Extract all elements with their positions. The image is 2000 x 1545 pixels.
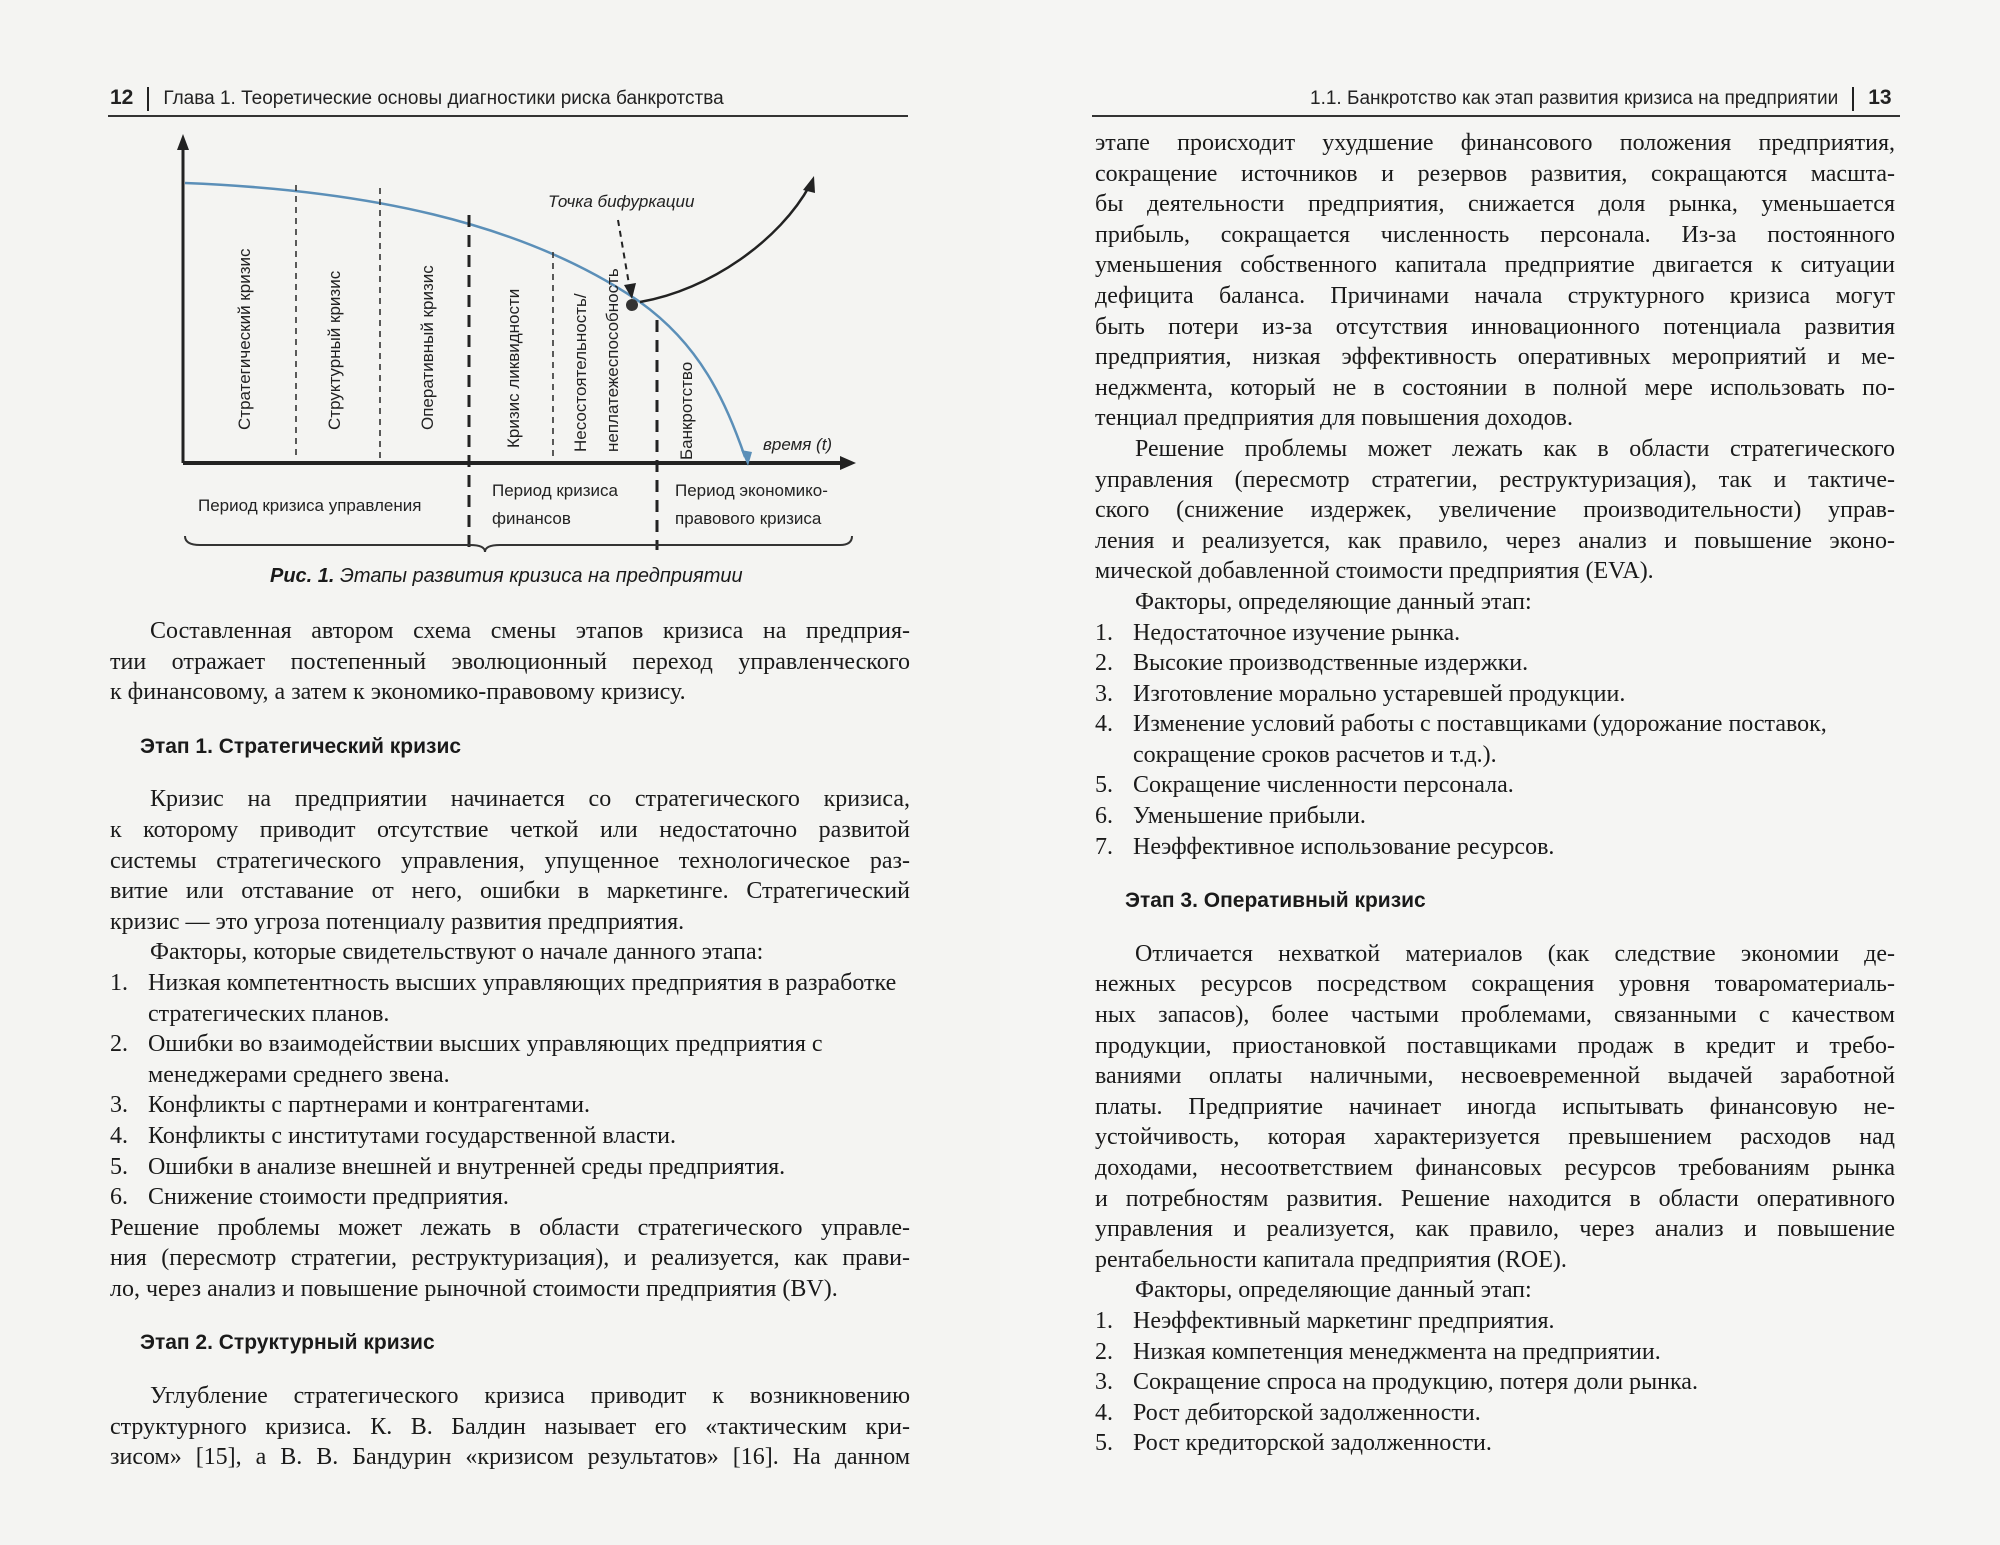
cont-line: тенциал предприятия для повышения доходов. xyxy=(1095,405,1573,432)
stage1-line: к которому приводит отсутствие четкой или недостаточно развитой xyxy=(110,816,910,843)
header-title: 1.1. Банкротство как этап развития кризиса на предприятии xyxy=(1310,88,1839,109)
list-text: Конфликты с партнерами и контрагентами. xyxy=(148,1092,590,1119)
stage3-line: ваниями оплаты наличными, несвоевременной выдачей заработной xyxy=(1095,1063,1895,1090)
list-item xyxy=(1095,648,1895,679)
list-number: 4. xyxy=(1095,1399,1113,1426)
cont-line: этапе происходит ухудшение финансового положения предприятия, xyxy=(1095,130,1895,156)
list-text: Уменьшение прибыли. xyxy=(1133,803,1366,830)
intro-line: Составленная автором схема смены этапов кризиса на предприя- xyxy=(150,618,910,644)
list-number: 5. xyxy=(110,1153,128,1180)
cont-line: бы деятельности предприятия, снижается доля рынка, уменьшается xyxy=(1095,191,1895,218)
list-text: Ошибки в анализе внешней и внутренней среды предприятия. xyxy=(148,1153,786,1180)
stage3-line: доходами, несоответствием финансовых ресурсов требованиям рынка xyxy=(1095,1155,1895,1181)
list-item xyxy=(110,1182,910,1213)
solution-line: ло, через анализ и повышение рыночной стоимости предприятия (BV). xyxy=(110,1275,838,1302)
stage3-line: платы. Предприятие начинает иногда испытывать финансовую не- xyxy=(1095,1093,1895,1120)
period-legal-label-1: Период экономико- xyxy=(675,481,828,500)
list-number: 1. xyxy=(110,969,128,996)
list-text: Рост дебиторской задолженности. xyxy=(1133,1399,1481,1426)
list-item xyxy=(110,1090,910,1121)
list-number: 2. xyxy=(1095,1338,1113,1365)
stage2-line: структурного кризиса. К. В. Балдин называет его «тактическим кри- xyxy=(110,1413,910,1440)
list-item xyxy=(1095,618,1895,649)
stage-label-bankruptcy: Банкротство xyxy=(677,361,696,460)
cont-line: неджмента, который не в состоянии в полной мере использовать по- xyxy=(1095,374,1895,401)
stage1-solution xyxy=(110,1213,910,1305)
list-item xyxy=(1095,832,1895,863)
header-rule xyxy=(1092,115,1900,117)
stage-label-strategic: Стратегический кризис xyxy=(235,248,254,430)
stage2-paragraph xyxy=(110,1381,910,1473)
figure-caption xyxy=(270,565,743,588)
stage3-line: и потребностям развития. Решение находится в области оперативного xyxy=(1095,1185,1895,1212)
solution2-line: ления и реализуется, как правило, через анализ и повышение эконо- xyxy=(1095,527,1895,554)
stage2-line: Углубление стратегического кризиса приводит к возникновению xyxy=(150,1383,910,1410)
caption-label: Рис. 1. xyxy=(270,565,335,587)
solution-line: Решение проблемы может лежать в области стратегического управле- xyxy=(110,1214,910,1241)
list-number: 2. xyxy=(110,1031,128,1058)
bifurcation-label: Точка бифуркации xyxy=(548,192,695,211)
crisis-stages-figure xyxy=(0,0,1000,570)
list-number: 6. xyxy=(110,1184,128,1211)
list-number: 1. xyxy=(1095,1307,1113,1334)
list-item xyxy=(110,1029,910,1090)
stage3-line: ных запасов), более частыми проблемами, связанными с качеством xyxy=(1095,1002,1895,1029)
right-page xyxy=(1000,0,2000,1545)
list-number: 6. xyxy=(1095,803,1113,830)
period-legal-label-2: правового кризиса xyxy=(675,509,822,528)
stage-label-insolvency-2: неплатежеспособность xyxy=(603,268,622,452)
factors2-intro: Факторы, определяющие данный этап: xyxy=(1135,588,1532,615)
period-finance-label-2: финансов xyxy=(492,509,571,528)
stage1-line: системы стратегического управления, упущенное технологическое раз- xyxy=(110,847,910,874)
list-text: Изменение условий работы с поставщиками (удорожание поставок, сокращение сроков расчетов и т.д.). xyxy=(1133,711,1827,768)
solution2-line: мической добавленной стоимости предприятия (EVA). xyxy=(1095,558,1654,585)
list-number: 2. xyxy=(1095,650,1113,677)
list-text: Недостаточное изучение рынка. xyxy=(1133,619,1461,646)
period-finance-label-1: Период кризиса xyxy=(492,481,618,500)
period-management-label: Период кризиса управления xyxy=(198,496,422,515)
solution-line: ния (пересмотр стратегии, реструктуризация), и реализуется, как прави- xyxy=(110,1245,910,1272)
page-number: 12 xyxy=(110,86,134,109)
list-number: 3. xyxy=(1095,680,1113,707)
list-number: 1. xyxy=(1095,619,1113,646)
stage2-factors-list xyxy=(1095,618,1895,863)
solution2-line: ского (снижение издержек, увеличение производительности) управ- xyxy=(1095,497,1895,524)
list-text: Рост кредиторской задолженности. xyxy=(1133,1430,1492,1457)
solution2-line: Решение проблемы может лежать как в области стратегического xyxy=(1135,435,1895,462)
list-text: Высокие производственные издержки. xyxy=(1133,650,1529,677)
cont-line: уменьшения собственного капитала предприятие двигается к ситуации xyxy=(1095,252,1895,279)
list-item xyxy=(1095,1367,1895,1398)
list-number: 5. xyxy=(1095,1430,1113,1457)
list-item xyxy=(1095,1337,1895,1368)
list-item xyxy=(1095,1398,1895,1429)
stage3-line: управления и реализуется, как правило, через анализ и повышение xyxy=(1095,1216,1895,1243)
list-item xyxy=(110,1152,910,1183)
list-number: 7. xyxy=(1095,833,1113,860)
cont-line: сокращение источников и резервов развития, сокращаются масшта- xyxy=(1095,160,1895,187)
list-number: 3. xyxy=(1095,1369,1113,1396)
list-text: Ошибки во взаимодействии высших управляющих предприятия с менеджерами среднего звена. xyxy=(148,1031,823,1088)
stage1-heading: Этап 1. Стратегический кризис xyxy=(140,734,462,758)
list-text: Неэффективное использование ресурсов. xyxy=(1133,833,1555,860)
cont-line: быть потери из-за отсутствия инновационного потенциала развития xyxy=(1095,313,1895,340)
list-item xyxy=(110,968,910,1029)
stage3-line: Отличается нехваткой материалов (как следствие экономии де- xyxy=(1135,940,1895,967)
list-text: Низкая компетентность высших управляющих предприятия в разработке стратегических планов. xyxy=(148,969,897,1027)
cont-line: дефицита баланса. Причинами начала структурного кризиса могут xyxy=(1095,282,1895,309)
list-text: Снижение стоимости предприятия. xyxy=(148,1184,509,1211)
list-item xyxy=(110,1121,910,1152)
list-item xyxy=(1095,1306,1895,1337)
time-axis-label: время (t) xyxy=(763,435,833,454)
list-text: Неэффективный маркетинг предприятия. xyxy=(1133,1307,1555,1334)
solution2-paragraph xyxy=(1095,434,1895,587)
stage1-line: витие или отставание от него, ошибки в маркетинге. Стратегический xyxy=(110,878,910,905)
cont-line: предприятия, низкая эффективность оперативных мероприятий и ме- xyxy=(1095,344,1895,371)
list-number: 5. xyxy=(1095,772,1113,799)
list-item xyxy=(1095,770,1895,801)
list-text: Изготовление морально устаревшей продукции. xyxy=(1133,680,1626,707)
continuation-paragraph xyxy=(1095,128,1895,434)
intro-line: тии отражает постепенный эволюционный переход управленческого xyxy=(110,648,910,675)
stage3-heading: Этап 3. Оперативный кризис xyxy=(1125,889,1426,913)
stage-label-operational: Оперативный кризис xyxy=(418,265,437,430)
stage3-factors-list xyxy=(1095,1306,1895,1459)
header-title: Глава 1. Теоретические основы диагностики риска банкротства xyxy=(163,88,724,109)
list-item xyxy=(1095,801,1895,832)
list-text: Сокращение численности персонала. xyxy=(1133,772,1514,799)
factors3-intro: Факторы, определяющие данный этап: xyxy=(1135,1277,1532,1304)
stage3-paragraph xyxy=(1095,939,1895,1276)
page-number: 13 xyxy=(1868,86,1892,109)
stage-label-liquidity: Кризис ликвидности xyxy=(504,288,523,448)
list-item xyxy=(1095,709,1895,770)
stage2-heading: Этап 2. Структурный кризис xyxy=(140,1331,435,1355)
right-text-column xyxy=(1095,128,1895,1459)
list-number: 4. xyxy=(110,1122,128,1149)
list-number: 3. xyxy=(110,1092,128,1119)
stage1-factors-intro: Факторы, которые свидетельствуют о начале данного этапа: xyxy=(150,939,764,966)
stage-label-structural: Структурный кризис xyxy=(325,270,344,430)
solution2-line: управления (пересмотр стратегии, реструктуризация), так и тактиче- xyxy=(1095,466,1895,493)
list-number: 4. xyxy=(1095,711,1113,738)
stage1-line: Кризис на предприятии начинается со стратегического кризиса, xyxy=(150,786,910,813)
stage1-factors-list xyxy=(110,968,910,1213)
list-text: Низкая компетенция менеджмента на предприятии. xyxy=(1133,1338,1661,1365)
stage1-paragraph xyxy=(110,784,910,937)
list-text: Сокращение спроса на продукцию, потеря доли рынка. xyxy=(1133,1369,1698,1396)
intro-line: к финансовому, а затем к экономико-правовому кризису. xyxy=(110,679,686,706)
caption-text: Этапы развития кризиса на предприятии xyxy=(334,565,743,587)
stage3-line: устойчивость, которая характеризуется превышением расходов над xyxy=(1095,1124,1895,1151)
list-item xyxy=(1095,679,1895,710)
stage3-line: рентабельности капитала предприятия (ROE). xyxy=(1095,1246,1567,1273)
stage-label-insolvency-1: Несостоятельность/ xyxy=(571,293,590,452)
stage3-line: продукции, приостановкой поставщиками продаж в кредит и требо- xyxy=(1095,1032,1895,1059)
left-text-column xyxy=(110,616,910,1473)
list-item xyxy=(1095,1428,1895,1459)
list-text: Конфликты с институтами государственной власти. xyxy=(148,1122,677,1149)
stage1-line: кризис — это угроза потенциалу развития предприятия. xyxy=(110,908,685,935)
stage2-line: зисом» [15], а В. В. Бандурин «кризисом результатов» [16]. На данном xyxy=(110,1444,910,1471)
intro-paragraph xyxy=(110,616,910,708)
page-header xyxy=(1310,86,1892,111)
stage3-line: нежных ресурсов посредством сокращения уровня товароматериаль- xyxy=(1095,971,1895,998)
cont-line: прибыль, сокращается численность персонала. Из-за постоянного xyxy=(1095,221,1895,248)
